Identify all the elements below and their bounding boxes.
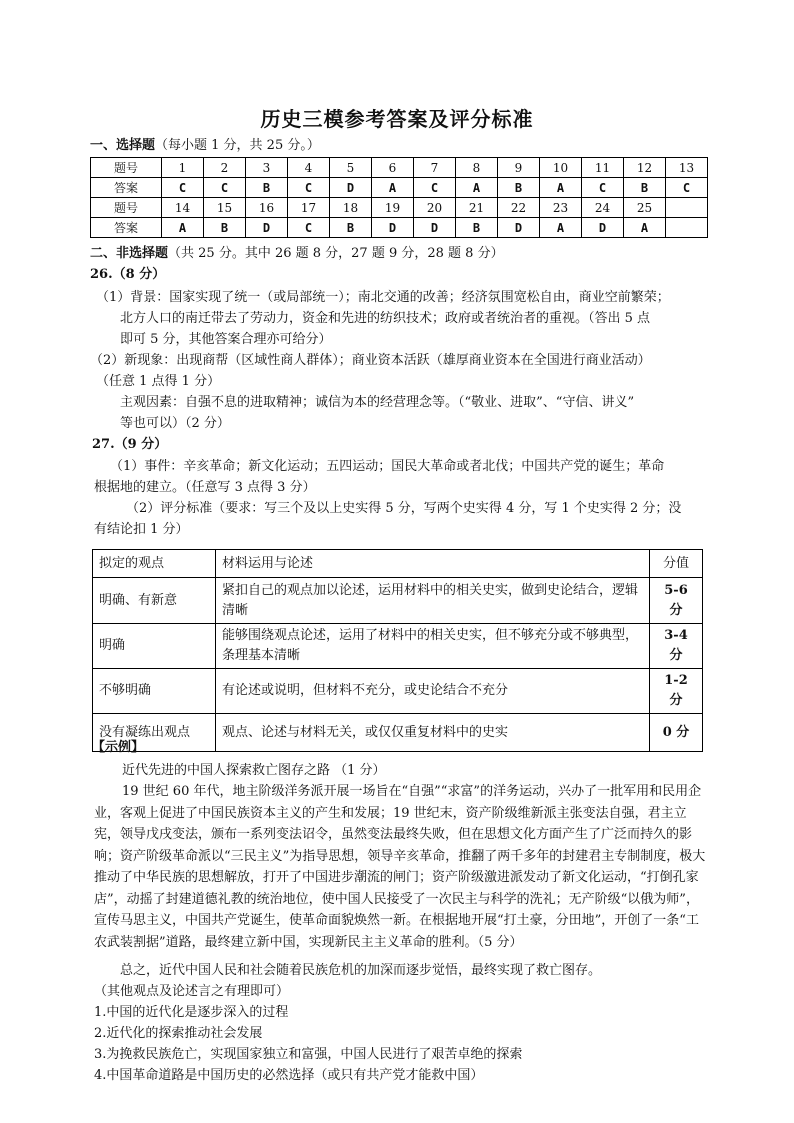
scoring-rubric-table [92, 549, 703, 752]
answer-cell [666, 218, 708, 238]
answer-cell: D [330, 178, 372, 198]
answer-cell: B [204, 218, 246, 238]
question-number: 16 [246, 198, 288, 218]
question-number: 10 [540, 158, 582, 178]
answer-cell: C [666, 178, 708, 198]
question-number: 17 [288, 198, 330, 218]
answer-cell: A [540, 178, 582, 198]
question-number: 25 [624, 198, 666, 218]
rubric-view: 没有凝练出观点 [93, 714, 216, 752]
q26-line: 主观因素：自强不息的进取精神；诚信为本的经营理念等。（“敬业、进取”、“守信、讲义” [120, 395, 635, 410]
question-number: 15 [204, 198, 246, 218]
rubric-row [93, 669, 703, 714]
answer-cell: D [414, 218, 456, 238]
question-number: 13 [666, 158, 708, 178]
q26-line: 即可 5 分，其他答案合理亦可给分） [120, 332, 332, 347]
question-number: 1 [162, 158, 204, 178]
section1-heading-line [90, 137, 320, 155]
answer-cell: C [204, 178, 246, 198]
rubric-view: 明确、有新意 [93, 578, 216, 624]
example-view-item: 4.中国革命道路是中国历史的必然选择（或只有共产党才能救中国） [94, 1068, 484, 1083]
question-number-row-2 [91, 198, 708, 218]
answer-cell: B [624, 178, 666, 198]
section1-note: （每小题 1 分，共 25 分。） [155, 138, 320, 153]
q26-line: 北方人口的南迁带去了劳动力，资金和先进的纺织技术；政府或者统治者的重视。（答出 5 点 [120, 311, 651, 326]
rubric-view: 明确 [93, 624, 216, 669]
question-number: 7 [414, 158, 456, 178]
question-number: 14 [162, 198, 204, 218]
rubric-header: 分值 [650, 550, 703, 578]
rubric-text: 紧扣自己的观点加以论述，运用材料中的相关史实，做到史论结合，逻辑清晰 [216, 578, 650, 624]
row-label: 题号 [91, 198, 162, 218]
q26-line: （1）背景：国家实现了统一（或局部统一）；南北交通的改善；经济氛围宽松自由，商业空前繁荣； [96, 290, 670, 305]
question-number-row-1 [91, 158, 708, 178]
example-label: 【示例】 [92, 740, 145, 755]
question-number: 18 [330, 198, 372, 218]
question-number: 21 [456, 198, 498, 218]
rubric-row [93, 624, 703, 669]
question-number: 2 [204, 158, 246, 178]
question-number: 23 [540, 198, 582, 218]
section2-note: （共 25 分。其中 26 题 8 分，27 题 9 分，28 题 8 分） [168, 246, 504, 261]
multiple-choice-table [90, 157, 708, 238]
q27-heading: 27.（9 分） [92, 437, 168, 452]
q26-line: 等也可以）（2 分） [120, 416, 230, 431]
question-number: 11 [582, 158, 624, 178]
q27-line: （1）事件：辛亥革命；新文化运动；五四运动；国民大革命或者北伐；中国共产党的诞生；革命 [110, 459, 665, 474]
rubric-row [93, 578, 703, 624]
question-number: 19 [372, 198, 414, 218]
answer-cell: A [162, 218, 204, 238]
rubric-row [93, 714, 703, 752]
rubric-score: 1-2 分 [650, 669, 703, 714]
example-view-item: 2.近代化的探索推动社会发展 [94, 1026, 263, 1041]
question-number: 4 [288, 158, 330, 178]
example-summary: 总之，近代中国人民和社会随着民族危机的加深而逐步觉悟，最终实现了救亡图存。 [120, 963, 602, 978]
answer-cell: C [288, 178, 330, 198]
answer-cell: C [414, 178, 456, 198]
example-other-note: （其他观点及论述言之有理即可） [94, 984, 290, 999]
rubric-score: 0 分 [650, 714, 703, 752]
row-label: 题号 [91, 158, 162, 178]
question-number: 5 [330, 158, 372, 178]
rubric-text: 观点、论述与材料无关，或仅仅重复材料中的史实 [216, 714, 650, 752]
section2-heading-line [90, 245, 504, 263]
example-body: 19 世纪 60 年代，地主阶级洋务派开展一场旨在“自强”“求富”的洋务运动，兴办了一批军用和民用企业，客观上促进了中国民族资本主义的产生和发展；19 世纪末，资产阶级维新派主张变法自强，君主立宪，领导戊戌变法，颁布一系列变法诏令，虽然变法最终失败，但在思想文化方面产生了广泛而持久的影响；资产阶级革命派以“三民主义”为指导思想，领导辛亥革命，推翻了两千多年的封建君主专制制度，极大推动了中华民族的思想解放，打开了中国进步潮流的闸门；资产阶级激进派发动了新文化运动，“打倒孔家店”，动摇了封建道德礼教的统治地位，使中国人民接受了一次民主与科学的洗礼；无产阶级“以俄为师”，宣传马思主义，中国共产党诞生，使革命面貌焕然一新。在根据地开展“打土豪，分田地”，开创了一条“工农武装割据”道路，最终建立新中国，实现新民主主义革命的胜利。（5 分） [94, 784, 706, 950]
answer-row-2 [91, 218, 708, 238]
rubric-view: 不够明确 [93, 669, 216, 714]
answer-cell: A [540, 218, 582, 238]
answer-cell: D [246, 218, 288, 238]
answer-cell: A [456, 178, 498, 198]
rubric-header: 材料运用与论述 [216, 550, 650, 578]
q26-line: （2）新现象：出现商帮（区域性商人群体）；商业资本活跃（雄厚商业资本在全国进行商业活动） [90, 353, 651, 368]
q27-line: 有结论扣 1 分） [94, 522, 189, 537]
example-thesis: 近代先进的中国人探索救亡图存之路 （1 分） [122, 763, 386, 778]
q26-heading: 26.（8 分） [90, 267, 166, 282]
answer-cell: C [162, 178, 204, 198]
question-number: 22 [498, 198, 540, 218]
question-number: 8 [456, 158, 498, 178]
answer-cell: A [624, 218, 666, 238]
answer-cell: D [372, 218, 414, 238]
row-label: 答案 [91, 218, 162, 238]
answer-cell: B [498, 178, 540, 198]
answer-cell: B [330, 218, 372, 238]
q27-line: 根据地的建立。（任意写 3 点得 3 分） [94, 480, 316, 495]
answer-cell: B [456, 218, 498, 238]
answer-cell: D [582, 218, 624, 238]
section1-heading: 一、选择题 [90, 138, 156, 153]
answer-row-1 [91, 178, 708, 198]
answer-cell: A [372, 178, 414, 198]
rubric-score: 3-4 分 [650, 624, 703, 669]
rubric-text: 能够围绕观点论述，运用了材料中的相关史实，但不够充分或不够典型，条理基本清晰 [216, 624, 650, 669]
answer-cell: D [498, 218, 540, 238]
answer-cell: C [288, 218, 330, 238]
rubric-header: 拟定的观点 [93, 550, 216, 578]
question-number: 24 [582, 198, 624, 218]
question-number: 3 [246, 158, 288, 178]
section2-heading: 二、非选择题 [90, 246, 169, 261]
question-number: 20 [414, 198, 456, 218]
question-number [666, 198, 708, 218]
q27-line: （2）评分标准（要求：写三个及以上史实得 5 分，写两个史实得 4 分，写 1 个史实得 2 分；没 [126, 501, 682, 516]
page-title: 历史三模参考答案及评分标准 [260, 107, 534, 131]
rubric-text: 有论述或说明，但材料不充分，或史论结合不充分 [216, 669, 650, 714]
answer-cell: B [246, 178, 288, 198]
rubric-header-row [93, 550, 703, 578]
q26-line: （任意 1 点得 1 分） [96, 374, 221, 389]
answer-cell: C [582, 178, 624, 198]
question-number: 12 [624, 158, 666, 178]
question-number: 9 [498, 158, 540, 178]
row-label: 答案 [91, 178, 162, 198]
example-view-item: 3.为挽救民族危亡，实现国家独立和富强，中国人民进行了艰苦卓绝的探索 [94, 1047, 523, 1062]
rubric-score: 5-6 分 [650, 578, 703, 624]
question-number: 6 [372, 158, 414, 178]
example-view-item: 1.中国的近代化是逐步深入的过程 [94, 1005, 289, 1020]
